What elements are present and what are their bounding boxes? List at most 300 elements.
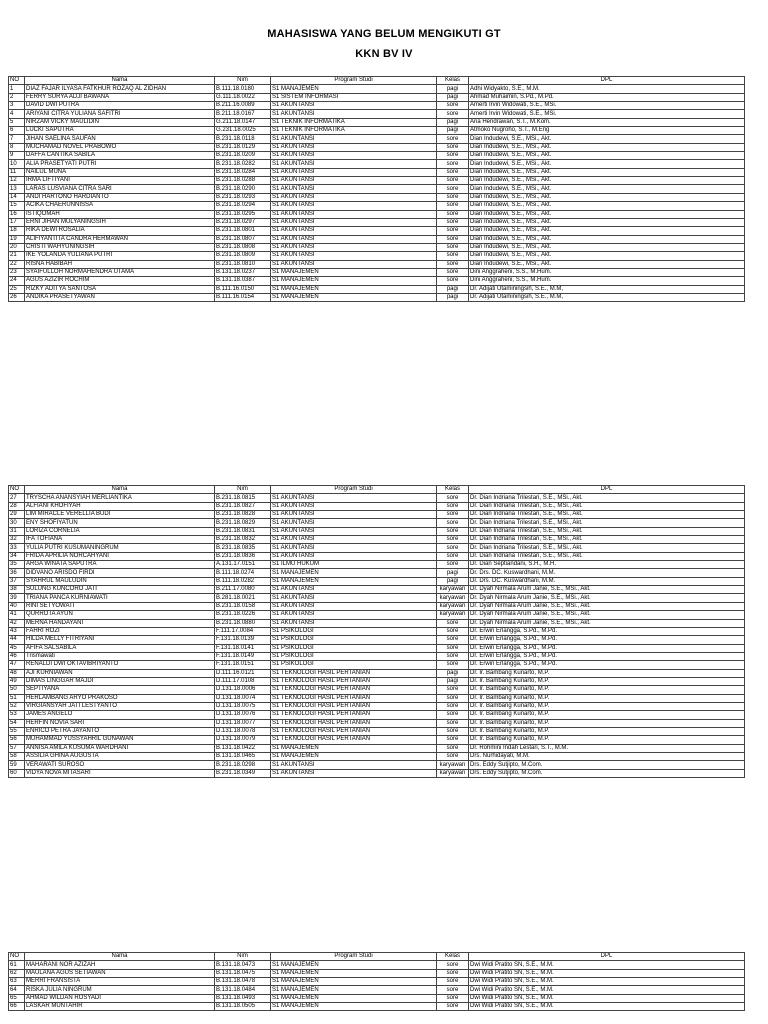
column-header: Nama	[25, 486, 215, 494]
cell-kelas: sore	[437, 193, 469, 201]
cell-no: 58	[9, 753, 25, 761]
cell-dpl: Dr. Dian Indriana Trilestari, S.E., MSi., Akt.	[469, 527, 745, 535]
cell-nama: AFIFA SALSABILA	[25, 644, 215, 652]
cell-prodi: S1 MANAJEMEN	[271, 285, 437, 293]
cell-no: 59	[9, 761, 25, 769]
cell-prodi: S1 MANAJEMEN	[271, 85, 437, 93]
table-row	[9, 677, 745, 685]
cell-nim: B.131.18.0422	[215, 744, 271, 752]
column-header: DPL	[469, 953, 745, 961]
cell-nama: ACIKA CHAERUNNISSA	[25, 202, 215, 210]
cell-nama: DIAZ FAJAR ILYASA FATKHUR ROZAQ AL ZIDHAN	[25, 85, 215, 93]
cell-kelas: sore	[437, 536, 469, 544]
cell-kelas: sore	[437, 544, 469, 552]
cell-no: 40	[9, 602, 25, 610]
cell-dpl: Dwi Widi Pratito SN, S.E., M.M.	[469, 986, 745, 994]
cell-nim: D.131.18.0076	[215, 711, 271, 719]
cell-nim: F.131.18.0149	[215, 652, 271, 660]
column-header: NO	[9, 953, 25, 961]
cell-no: 51	[9, 694, 25, 702]
cell-prodi: S1 MANAJEMEN	[271, 293, 437, 301]
cell-kelas: pagi	[437, 127, 469, 135]
cell-kelas: sore	[437, 978, 469, 986]
cell-no: 25	[9, 285, 25, 293]
cell-no: 56	[9, 736, 25, 744]
cell-prodi: S1 AKUNTANSI	[271, 511, 437, 519]
cell-nama: RISNA HABIBAH	[25, 260, 215, 268]
cell-nim: B.131.18.0484	[215, 986, 271, 994]
cell-prodi: S1 AKUNTANSI	[271, 502, 437, 510]
cell-nama: HERLAMBANG ARYO PRAKOSO	[25, 694, 215, 702]
cell-dpl: Dr. Dian Indriana Trilestari, S.E., MSi., Akt.	[469, 552, 745, 560]
cell-dpl: Dian Indudewi, S.E., MSi., Akt.	[469, 185, 745, 193]
cell-nim: B.231.18.0290	[215, 185, 271, 193]
cell-prodi: S1 AKUNTANSI	[271, 102, 437, 110]
table-row	[9, 1003, 745, 1011]
student-table-3	[8, 952, 745, 1011]
cell-dpl: Dian Indudewi, S.E., MSi., Akt.	[469, 227, 745, 235]
cell-no: 8	[9, 143, 25, 151]
cell-kelas: sore	[437, 744, 469, 752]
table-row	[9, 969, 745, 977]
cell-prodi: S1 PSIKOLOGI	[271, 644, 437, 652]
cell-kelas: sore	[437, 252, 469, 260]
cell-kelas: sore	[437, 268, 469, 276]
cell-dpl: Dian Indudewi, S.E., MSi., Akt.	[469, 260, 745, 268]
table-row	[9, 577, 745, 585]
cell-nama: SEPTIYANA	[25, 686, 215, 694]
cell-kelas: sore	[437, 969, 469, 977]
cell-nim: B.231.18.0284	[215, 168, 271, 176]
cell-dpl: Dian Indudewi, S.E., MSi., Akt.	[469, 177, 745, 185]
student-table-2	[8, 485, 745, 778]
table-row	[9, 193, 745, 201]
cell-kelas: karyawan	[437, 602, 469, 610]
cell-no: 50	[9, 686, 25, 694]
cell-kelas: sore	[437, 177, 469, 185]
cell-no: 57	[9, 744, 25, 752]
cell-nama: RINI SETYOWATI	[25, 602, 215, 610]
cell-prodi: S1 PSIKOLOGI	[271, 627, 437, 635]
cell-nama: MUCHAMAD NOVEL PRABOWO	[25, 143, 215, 151]
table-row	[9, 243, 745, 251]
cell-no: 36	[9, 569, 25, 577]
cell-no: 63	[9, 978, 25, 986]
table-row	[9, 602, 745, 610]
cell-dpl: Dian Indudewi, S.E., MSi., Akt.	[469, 168, 745, 176]
cell-nim: B.131.18.0473	[215, 961, 271, 969]
table-row	[9, 652, 745, 660]
cell-nim: G.111.18.0022	[215, 93, 271, 101]
cell-dpl: Dr. Erwin Erlangga, S.Pd., M.Pd.	[469, 627, 745, 635]
cell-nim: B.131.18.0493	[215, 994, 271, 1002]
cell-dpl: Dwi Widi Pratito SN, S.E., M.M.	[469, 1003, 745, 1011]
document-title: MAHASISWA YANG BELUM MENGIKUTI GT	[267, 28, 501, 40]
cell-nama: ANNISA AMILA KUSUMA WARDHANI	[25, 744, 215, 752]
cell-nama: JIHAN SAELINA SAUFAN	[25, 135, 215, 143]
cell-prodi: S1 MANAJEMEN	[271, 268, 437, 276]
cell-kelas: sore	[437, 753, 469, 761]
table-row	[9, 252, 745, 260]
column-header: Nama	[25, 953, 215, 961]
cell-no: 43	[9, 627, 25, 635]
column-header: Nama	[25, 77, 215, 85]
table-row	[9, 711, 745, 719]
cell-nim: B.231.18.0809	[215, 252, 271, 260]
cell-nim: F.131.18.0141	[215, 644, 271, 652]
cell-kelas: pagi	[437, 118, 469, 126]
cell-nama: ISTIQOMAH	[25, 210, 215, 218]
cell-nim: B.111.16.0150	[215, 285, 271, 293]
table-row	[9, 168, 745, 176]
cell-nama: IFA TOFIANA	[25, 536, 215, 544]
cell-nim: B.231.18.0835	[215, 544, 271, 552]
cell-prodi: S1 PSIKOLOGI	[271, 636, 437, 644]
cell-nama: AHMAD WILDAN ROSYADI	[25, 994, 215, 1002]
cell-prodi: S1 AKUNTANSI	[271, 193, 437, 201]
cell-kelas: sore	[437, 260, 469, 268]
cell-nama: VERAWATI SUROSO	[25, 761, 215, 769]
cell-nama: LIM MIRACLE VERELLIA BUDI	[25, 511, 215, 519]
cell-prodi: S1 TEKNOLOGI HASIL PERTANIAN	[271, 677, 437, 685]
cell-kelas: sore	[437, 727, 469, 735]
table-row	[9, 552, 745, 560]
cell-nama: HILDA MELLY FITRIYANI	[25, 636, 215, 644]
table-row	[9, 978, 745, 986]
cell-prodi: S1 PSIKOLOGI	[271, 661, 437, 669]
cell-prodi: S1 MANAJEMEN	[271, 577, 437, 585]
cell-no: 2	[9, 93, 25, 101]
cell-nama: SULUNG KUNCORO JATI	[25, 586, 215, 594]
table-row	[9, 994, 745, 1002]
cell-dpl: Drs. Eddy Sutjipto, M.Com.	[469, 761, 745, 769]
cell-nim: B.231.18.0297	[215, 218, 271, 226]
cell-nama: CRISTI WAHYUNINGSIH	[25, 243, 215, 251]
table-row	[9, 185, 745, 193]
cell-dpl: Dr. Adijati Utaminingsih, S.E., M.M,	[469, 293, 745, 301]
cell-nim: B.111.18.0274	[215, 569, 271, 577]
cell-dpl: Dian Indudewi, S.E., MSi., Akt.	[469, 143, 745, 151]
cell-prodi: S1 AKUNTANSI	[271, 235, 437, 243]
cell-kelas: sore	[437, 502, 469, 510]
cell-kelas: karyawan	[437, 611, 469, 619]
cell-dpl: Dr. Drs. DC. Kuswardhani, M.M.	[469, 569, 745, 577]
cell-nim: B.211.17.0080	[215, 586, 271, 594]
cell-dpl: Dr. Ir. Bambang Kunarto, M.P.	[469, 669, 745, 677]
table-row	[9, 727, 745, 735]
cell-no: 66	[9, 1003, 25, 1011]
cell-nim: B.231.18.0294	[215, 202, 271, 210]
cell-dpl: Amerti Irvin Widowati, S.E., MSi.	[469, 110, 745, 118]
cell-kelas: sore	[437, 702, 469, 710]
cell-no: 18	[9, 227, 25, 235]
cell-prodi: S1 TEKNOLOGI HASIL PERTANIAN	[271, 736, 437, 744]
cell-dpl: Dr. Rohmini Indah Lestari, S.T., M.M.	[469, 744, 745, 752]
cell-dpl: Dr. Ir. Bambang Kunarto, M.P.	[469, 677, 745, 685]
cell-nim: B.231.18.0827	[215, 502, 271, 510]
cell-nim: B.231.18.0282	[215, 160, 271, 168]
cell-no: 19	[9, 235, 25, 243]
cell-no: 61	[9, 961, 25, 969]
cell-prodi: S1 TEKNOLOGI HASIL PERTANIAN	[271, 727, 437, 735]
document-subtitle: KKN BV IV	[355, 48, 413, 60]
table-row	[9, 110, 745, 118]
table-row	[9, 536, 745, 544]
table-row	[9, 986, 745, 994]
cell-nama: LASKAR MUNTAHIR	[25, 1003, 215, 1011]
cell-prodi: S1 AKUNTANSI	[271, 110, 437, 118]
cell-kelas: sore	[437, 511, 469, 519]
cell-prodi: S1 SISTEM INFORMASI	[271, 93, 437, 101]
cell-prodi: S1 MANAJEMEN	[271, 277, 437, 285]
cell-no: 42	[9, 619, 25, 627]
cell-no: 11	[9, 168, 25, 176]
column-header: Program Studi	[271, 953, 437, 961]
cell-dpl: Dr. Dyah Nirmala Arum Janie, S.E., MSi., Akt.	[469, 586, 745, 594]
table-row	[9, 285, 745, 293]
cell-nama: QURROTA AYUN	[25, 611, 215, 619]
cell-prodi: S1 TEKNOLOGI HASIL PERTANIAN	[271, 702, 437, 710]
cell-nama: DIDVANO ARISDO FIRDI	[25, 569, 215, 577]
cell-nama: VIRGIANSYAH JATI LESTYANTO	[25, 702, 215, 710]
cell-prodi: S1 AKUNTANSI	[271, 252, 437, 260]
cell-dpl: Dr. Erwin Erlangga, S.Pd., M.Pd.	[469, 636, 745, 644]
cell-no: 33	[9, 544, 25, 552]
cell-dpl: Dr. Adijati Utaminingsih, S.E., M.M,	[469, 285, 745, 293]
table-header-row	[9, 486, 745, 494]
cell-prodi: S1 AKUNTANSI	[271, 185, 437, 193]
cell-nim: B.231.18.0293	[215, 193, 271, 201]
cell-no: 20	[9, 243, 25, 251]
cell-nim: G.231.18.0025	[215, 127, 271, 135]
cell-no: 13	[9, 185, 25, 193]
cell-no: 1	[9, 85, 25, 93]
cell-no: 55	[9, 727, 25, 735]
cell-no: 49	[9, 677, 25, 685]
table-row	[9, 152, 745, 160]
cell-nama: MERNA HANDAYANI	[25, 619, 215, 627]
table-row	[9, 769, 745, 777]
cell-dpl: Dwi Widi Pratito SN, S.E., M.M.	[469, 994, 745, 1002]
cell-dpl: Amerti Irvin Widowati, S.E., MSi.	[469, 102, 745, 110]
cell-dpl: Dian Indudewi, S.E., MSi., Akt.	[469, 152, 745, 160]
cell-kelas: sore	[437, 243, 469, 251]
table-row	[9, 719, 745, 727]
cell-no: 45	[9, 644, 25, 652]
cell-kelas: pagi	[437, 285, 469, 293]
cell-nama: SYAHRUL MAULUDIN	[25, 577, 215, 585]
cell-nim: D.131.18.0006	[215, 686, 271, 694]
cell-nama: NIRZAM VICKY MAULIDIN	[25, 118, 215, 126]
cell-dpl: Dr. Ir. Bambang Kunarto, M.P.	[469, 736, 745, 744]
cell-prodi: S1 AKUNTANSI	[271, 202, 437, 210]
column-header: NO	[9, 77, 25, 85]
cell-prodi: S1 TEKNIK INFORMATIKA	[271, 118, 437, 126]
cell-dpl: Dr. Dian Indriana Trilestari, S.E., MSi., Akt.	[469, 494, 745, 502]
cell-kelas: karyawan	[437, 761, 469, 769]
cell-no: 30	[9, 519, 25, 527]
cell-kelas: sore	[437, 102, 469, 110]
cell-nim: F.131.18.0139	[215, 636, 271, 644]
table-row	[9, 102, 745, 110]
column-header: NO	[9, 486, 25, 494]
cell-nim: B.231.18.0880	[215, 619, 271, 627]
cell-kelas: sore	[437, 152, 469, 160]
cell-no: 17	[9, 218, 25, 226]
cell-nim: B.231.18.0828	[215, 511, 271, 519]
cell-kelas: sore	[437, 277, 469, 285]
cell-dpl: Aria Hendrawan, S.T., M.Kom.	[469, 118, 745, 126]
cell-no: 27	[9, 494, 25, 502]
cell-nim: F.111.17.0084	[215, 627, 271, 635]
cell-prodi: S1 MANAJEMEN	[271, 753, 437, 761]
cell-no: 47	[9, 661, 25, 669]
cell-nama: AJI KURNIAWAN	[25, 669, 215, 677]
cell-kelas: sore	[437, 694, 469, 702]
table-row	[9, 761, 745, 769]
table-row	[9, 160, 745, 168]
cell-nama: DIMAS LINGGAR MAJDI	[25, 677, 215, 685]
cell-nama: IRMA LIFTIYANI	[25, 177, 215, 185]
table-row	[9, 636, 745, 644]
cell-dpl: Adhi Widyakto, S.E., M.M.	[469, 85, 745, 93]
cell-dpl: Dr. Dian Septiandani, S.H., M.H.	[469, 561, 745, 569]
table-row	[9, 961, 745, 969]
table-row	[9, 544, 745, 552]
cell-nama: MERRI FRANSISTA	[25, 978, 215, 986]
cell-dpl: Dr. Erwin Erlangga, S.Pd., M.Pd.	[469, 652, 745, 660]
cell-nama: RISKA JULIA NINGRUM	[25, 986, 215, 994]
cell-nim: B.231.18.0829	[215, 519, 271, 527]
cell-prodi: S1 MANAJEMEN	[271, 978, 437, 986]
cell-nama: VIDYA NOVA MITASARI	[25, 769, 215, 777]
cell-dpl: Dini Anggraheni, S.S., M.Hum.	[469, 268, 745, 276]
cell-nim: B.131.18.0475	[215, 969, 271, 977]
cell-prodi: S1 MANAJEMEN	[271, 961, 437, 969]
cell-no: 35	[9, 561, 25, 569]
cell-nama: TRIANA PANCA KURNIAWATI	[25, 594, 215, 602]
cell-nim: B.111.18.0282	[215, 577, 271, 585]
cell-prodi: S1 TEKNOLOGI HASIL PERTANIAN	[271, 669, 437, 677]
cell-prodi: S1 AKUNTANSI	[271, 611, 437, 619]
cell-nim: B.231.18.0832	[215, 536, 271, 544]
table-row	[9, 569, 745, 577]
cell-prodi: S1 AKUNTANSI	[271, 168, 437, 176]
cell-nama: ALIFIYANTITA CANDRA HERMAWAN	[25, 235, 215, 243]
cell-dpl: Dian Indudewi, S.E., MSi., Akt.	[469, 135, 745, 143]
cell-no: 7	[9, 135, 25, 143]
cell-kelas: sore	[437, 494, 469, 502]
table-row	[9, 260, 745, 268]
cell-no: 26	[9, 293, 25, 301]
cell-dpl: Dr. Ir. Bambang Kunarto, M.P.	[469, 702, 745, 710]
cell-prodi: S1 MANAJEMEN	[271, 969, 437, 977]
cell-nama: ARIYANI CITRA YULIANA SAFITRI	[25, 110, 215, 118]
cell-no: 23	[9, 268, 25, 276]
cell-dpl: Drs. Eddy Sutjipto, M.Com.	[469, 769, 745, 777]
cell-prodi: S1 AKUNTANSI	[271, 160, 437, 168]
table-row	[9, 686, 745, 694]
cell-nim: B.231.18.0298	[215, 761, 271, 769]
column-header: Program Studi	[271, 77, 437, 85]
column-header: Kelas	[437, 486, 469, 494]
table-row	[9, 594, 745, 602]
cell-nama: DAFFA CANTIKA SABILA	[25, 152, 215, 160]
table-row	[9, 502, 745, 510]
cell-no: 9	[9, 152, 25, 160]
table-row	[9, 619, 745, 627]
cell-kelas: sore	[437, 636, 469, 644]
cell-nama: RIKA DEWI ROSALIA	[25, 227, 215, 235]
cell-nim: B.281.18.0021	[215, 594, 271, 602]
cell-nama: Trismawati	[25, 652, 215, 660]
cell-nama: DAVID DWI PUTRA	[25, 102, 215, 110]
cell-nama: LUCKI SAPUTRA	[25, 127, 215, 135]
cell-prodi: S1 AKUNTANSI	[271, 769, 437, 777]
cell-no: 65	[9, 994, 25, 1002]
cell-nim: B.111.18.0180	[215, 85, 271, 93]
cell-no: 64	[9, 986, 25, 994]
cell-prodi: S1 AKUNTANSI	[271, 177, 437, 185]
student-table-1	[8, 76, 745, 302]
cell-nama: ALIA PRASETYATI PUTRI	[25, 160, 215, 168]
cell-no: 12	[9, 177, 25, 185]
cell-kelas: sore	[437, 994, 469, 1002]
cell-dpl: Ahmad Muhaimin, S.Pd., M.Pd.	[469, 93, 745, 101]
cell-nim: B.231.18.0808	[215, 243, 271, 251]
cell-nama: ERNI JIHAN MULYANINGSIH	[25, 218, 215, 226]
cell-dpl: Dian Indudewi, S.E., MSi., Akt.	[469, 210, 745, 218]
cell-kelas: sore	[437, 986, 469, 994]
cell-nim: D.111.17.0108	[215, 677, 271, 685]
cell-prodi: S1 AKUNTANSI	[271, 619, 437, 627]
cell-nim: B.131.18.0237	[215, 268, 271, 276]
cell-kelas: sore	[437, 210, 469, 218]
cell-kelas: pagi	[437, 677, 469, 685]
table-row	[9, 277, 745, 285]
table-row	[9, 702, 745, 710]
column-header: Program Studi	[271, 486, 437, 494]
cell-prodi: S1 TEKNOLOGI HASIL PERTANIAN	[271, 711, 437, 719]
cell-dpl: Dr. Dyah Nirmala Arum Janie, S.E., MSi., Akt.	[469, 594, 745, 602]
cell-no: 5	[9, 118, 25, 126]
cell-dpl: Dini Anggraheni, S.S., M.Hum.	[469, 277, 745, 285]
cell-prodi: S1 TEKNOLOGI HASIL PERTANIAN	[271, 719, 437, 727]
cell-prodi: S1 AKUNTANSI	[271, 135, 437, 143]
cell-nim: D.131.18.0079	[215, 736, 271, 744]
table-row	[9, 744, 745, 752]
cell-kelas: sore	[437, 711, 469, 719]
cell-kelas: sore	[437, 160, 469, 168]
cell-no: 37	[9, 577, 25, 585]
cell-prodi: S1 AKUNTANSI	[271, 544, 437, 552]
cell-nama: ALFIANI KHOFIYAH	[25, 502, 215, 510]
table-row	[9, 143, 745, 151]
cell-kelas: pagi	[437, 293, 469, 301]
cell-kelas: sore	[437, 218, 469, 226]
cell-no: 48	[9, 669, 25, 677]
cell-prodi: S1 AKUNTANSI	[271, 552, 437, 560]
cell-nim: B.211.16.0089	[215, 102, 271, 110]
table-row	[9, 694, 745, 702]
column-header: DPL	[469, 77, 745, 85]
cell-dpl: Dian Indudewi, S.E., MSi., Akt.	[469, 202, 745, 210]
cell-dpl: Atmoko Nugroho, S.T., M.Eng	[469, 127, 745, 135]
cell-no: 24	[9, 277, 25, 285]
cell-no: 46	[9, 652, 25, 660]
cell-dpl: Dr. Ir. Bambang Kunarto, M.P.	[469, 686, 745, 694]
cell-dpl: Dr. Ir. Bambang Kunarto, M.P.	[469, 719, 745, 727]
